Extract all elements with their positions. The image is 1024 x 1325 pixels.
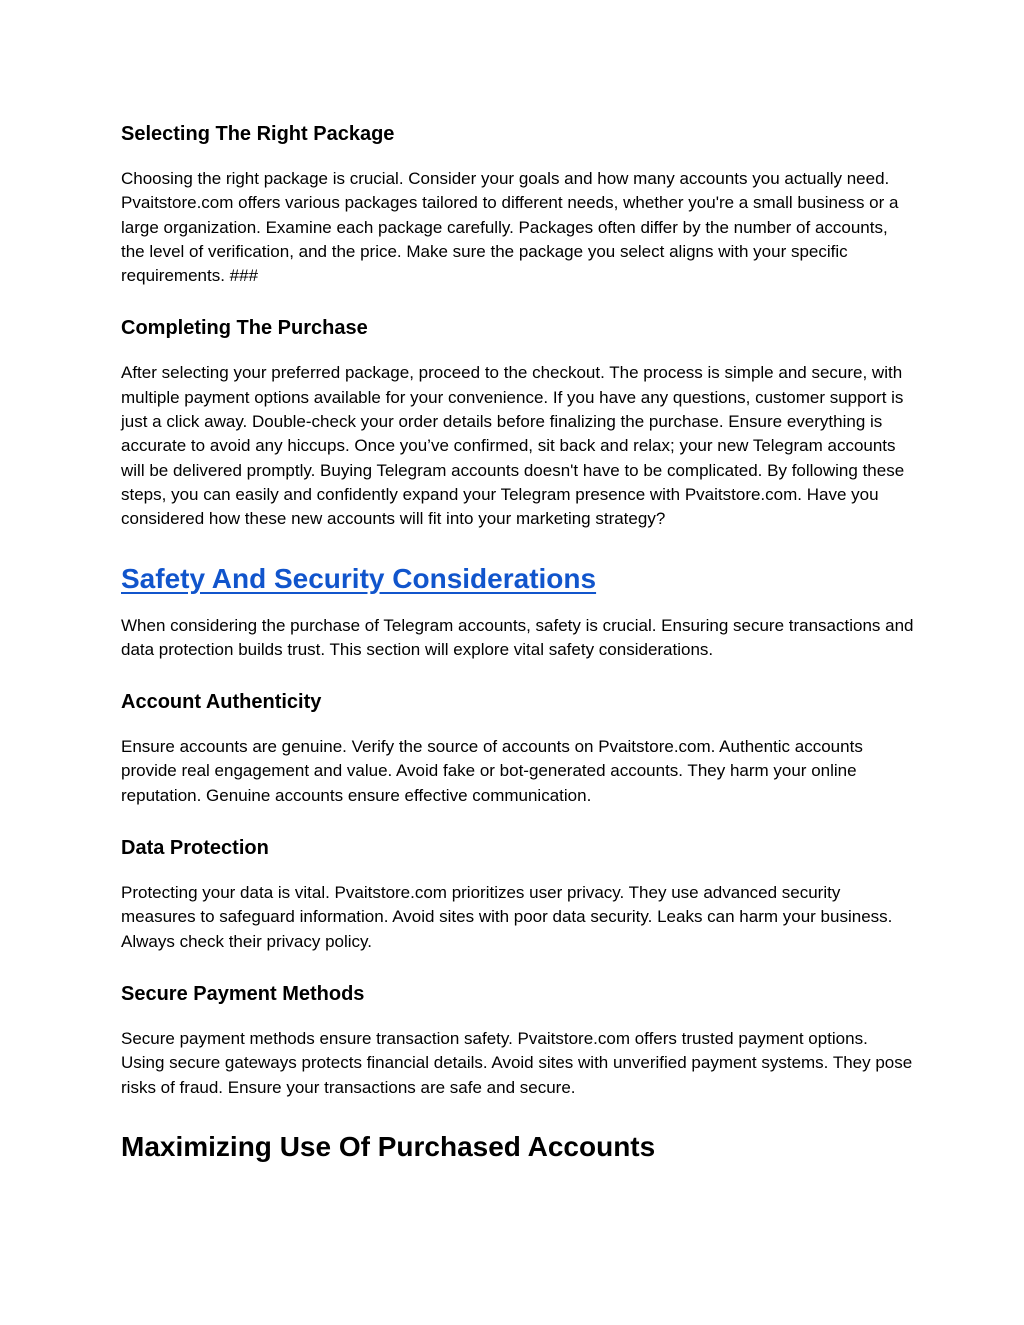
safety-security-link[interactable]: Safety And Security Considerations bbox=[121, 562, 597, 594]
heading-completing-purchase: Completing The Purchase bbox=[121, 317, 368, 340]
paragraph-data-protection: Protecting your data is vital. Pvaitstore.com prioritizes user privacy. They use advanced security measures to safeguard information. Avoid sites with poor data security. Leaks can harm your business. Always check their privacy policy. bbox=[121, 883, 893, 951]
heading-selecting-package: Selecting The Right Package bbox=[121, 123, 395, 145]
paragraph-secure-payment: Secure payment methods ensure transaction safety. Pvaitstore.com offers trusted payment options. Using secure gateways protects financial details. Avoid sites with unverified payment systems. They pose risks of fraud. Ensure your transactions are safe and secure. bbox=[121, 1028, 913, 1097]
paragraph-completing-purchase: After selecting your preferred package, proceed to the checkout. The process is simple and secure, with multiple payment options available for your convenience. If you have any questions, customer support is just a click away. Double-check your order details before finalizing the purchase. Ensure everything is accurate to avoid any hiccups. Once you’ve confirmed, sit back and relax; your new Telegram accounts will be delivered promptly. Buying Telegram accounts doesn't have to be complicated. By following these steps, you can easily and confidently expand your Telegram presence with Pvaitstore.com. Have you considered how these new accounts will fit into your marketing strategy? bbox=[121, 363, 905, 529]
heading-maximizing-use: Maximizing Use Of Purchased Accounts bbox=[121, 1130, 656, 1162]
heading-safety-security bbox=[121, 561, 914, 597]
heading-account-authenticity: Account Authenticity bbox=[121, 691, 322, 714]
paragraph-safety-intro: When considering the purchase of Telegram accounts, safety is crucial. Ensuring secure transactions and data protection builds trust. This section will explore vital safety considerations. bbox=[121, 615, 914, 659]
paragraph-account-authenticity: Ensure accounts are genuine. Verify the source of accounts on Pvaitstore.com. Authentic accounts provide real engagement and value. Avoid fake or bot-generated accounts. They harm your online reputation. Genuine accounts ensure effective communication. bbox=[121, 737, 863, 805]
heading-secure-payment: Secure Payment Methods bbox=[121, 982, 365, 1005]
paragraph-selecting-package: Choosing the right package is crucial. Consider your goals and how many accounts you actually need. Pvaitstore.com offers various packages tailored to different needs, whether you're a small business or a large organization. Examine each package carefully. Packages often differ by the number of accounts, the level of verification, and the price. Make sure the package you select aligns with your specific requirements. ### bbox=[121, 169, 899, 286]
heading-data-protection: Data Protection bbox=[121, 837, 269, 860]
